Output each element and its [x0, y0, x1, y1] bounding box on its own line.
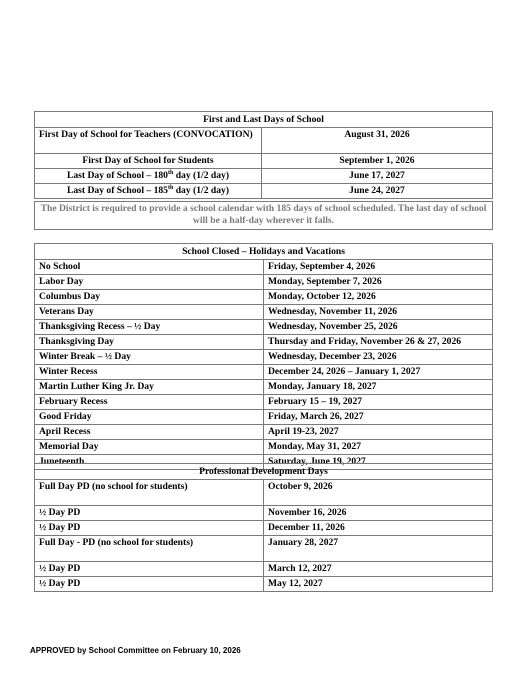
label-text: Last Day of School – 185 [66, 185, 168, 196]
row-value: September 1, 2026 [262, 154, 493, 169]
row-label: Thanksgiving Day [35, 335, 264, 350]
row-value: Thursday and Friday, November 26 & 27, 2026 [264, 335, 493, 350]
row-label: Good Friday [35, 410, 264, 425]
row-label: Juneteenth [35, 455, 264, 470]
row-label: Winter Recess [35, 365, 264, 380]
row-value: Friday, September 4, 2026 [264, 260, 493, 275]
table-row [35, 335, 493, 350]
row-value: Wednesday, November 11, 2026 [264, 305, 493, 320]
first-last-days-table [34, 111, 493, 199]
table-row [35, 440, 493, 455]
table-row [35, 506, 493, 521]
row-value: Friday, March 26, 2027 [264, 410, 493, 425]
row-value: Monday, October 12, 2026 [264, 290, 493, 305]
table-row [35, 521, 493, 536]
row-value: November 16, 2026 [264, 506, 493, 521]
table-title: Professional Development Days [35, 464, 493, 480]
row-label: Martin Luther King Jr. Day [35, 380, 264, 395]
table-row [35, 305, 493, 320]
table-row [35, 395, 493, 410]
table-row [35, 380, 493, 395]
row-value: December 24, 2026 – January 1, 2027 [264, 365, 493, 380]
row-value: Saturday, June 19, 2027 [264, 455, 493, 470]
row-value: December 11, 2026 [264, 521, 493, 536]
table-row [35, 365, 493, 380]
row-label: ½ Day PD [35, 506, 264, 521]
row-value: January 28, 2027 [264, 536, 493, 562]
row-value: June 17, 2027 [262, 169, 493, 184]
row-label: ½ Day PD [35, 562, 264, 577]
table-row [35, 350, 493, 365]
row-label: ½ Day PD [35, 577, 264, 592]
row-label: Veterans Day [35, 305, 264, 320]
table-row [35, 425, 493, 440]
label-text: day (1/2 day) [173, 170, 230, 181]
row-value: April 19-23, 2027 [264, 425, 493, 440]
row-value: Wednesday, November 25, 2026 [264, 320, 493, 335]
row-label [35, 169, 262, 184]
row-value: Monday, January 18, 2027 [264, 380, 493, 395]
table-row [35, 275, 493, 290]
row-value: May 12, 2027 [264, 577, 493, 592]
table-row [35, 290, 493, 305]
table-row [35, 169, 493, 184]
row-label: Thanksgiving Recess – ½ Day [35, 320, 264, 335]
table-row [35, 154, 493, 169]
table-row [35, 128, 493, 154]
calendar-notice: The District is required to provide a school calendar with 185 days of school scheduled. The last day of school will be a half-day wherever it falls. [34, 201, 493, 230]
row-value: Monday, September 7, 2026 [264, 275, 493, 290]
row-label: Full Day - PD (no school for students) [35, 536, 264, 562]
row-label: February Recess [35, 395, 264, 410]
row-label: No School [35, 260, 264, 275]
row-value: Wednesday, December 23, 2026 [264, 350, 493, 365]
row-label: Memorial Day [35, 440, 264, 455]
row-value: Monday, May 31, 2027 [264, 440, 493, 455]
approval-note: APPROVED by School Committee on February 10, 2026 [30, 646, 241, 655]
row-label: First Day of School for Students [35, 154, 262, 169]
table-row [35, 320, 493, 335]
row-label [35, 184, 262, 199]
table-header-row [35, 464, 493, 480]
table-title: School Closed – Holidays and Vacations [35, 244, 493, 260]
table-row [35, 577, 493, 592]
table-header-row [35, 244, 493, 260]
label-text: Last Day of School – 180 [66, 170, 168, 181]
label-superscript: th [167, 169, 174, 176]
row-value: June 24, 2027 [262, 184, 493, 199]
holidays-table [34, 243, 493, 470]
row-value: February 15 – 19, 2027 [264, 395, 493, 410]
row-label: Columbus Day [35, 290, 264, 305]
table-row [35, 184, 493, 199]
row-label: Winter Break – ½ Day [35, 350, 264, 365]
table-row [35, 410, 493, 425]
row-value: October 9, 2026 [264, 480, 493, 506]
row-label: Labor Day [35, 275, 264, 290]
label-text: day (1/2 day) [173, 185, 230, 196]
table-row [35, 536, 493, 562]
table-row [35, 480, 493, 506]
table-header-row [35, 112, 493, 128]
row-value: August 31, 2026 [262, 128, 493, 154]
row-label: ½ Day PD [35, 521, 264, 536]
table-row [35, 562, 493, 577]
table-title: First and Last Days of School [35, 112, 493, 128]
pd-days-table [34, 463, 493, 592]
row-label: Full Day PD (no school for students) [35, 480, 264, 506]
row-value: March 12, 2027 [264, 562, 493, 577]
table-row [35, 260, 493, 275]
row-label: April Recess [35, 425, 264, 440]
row-label: First Day of School for Teachers (CONVOCATION) [35, 128, 262, 154]
label-superscript: th [167, 184, 174, 191]
